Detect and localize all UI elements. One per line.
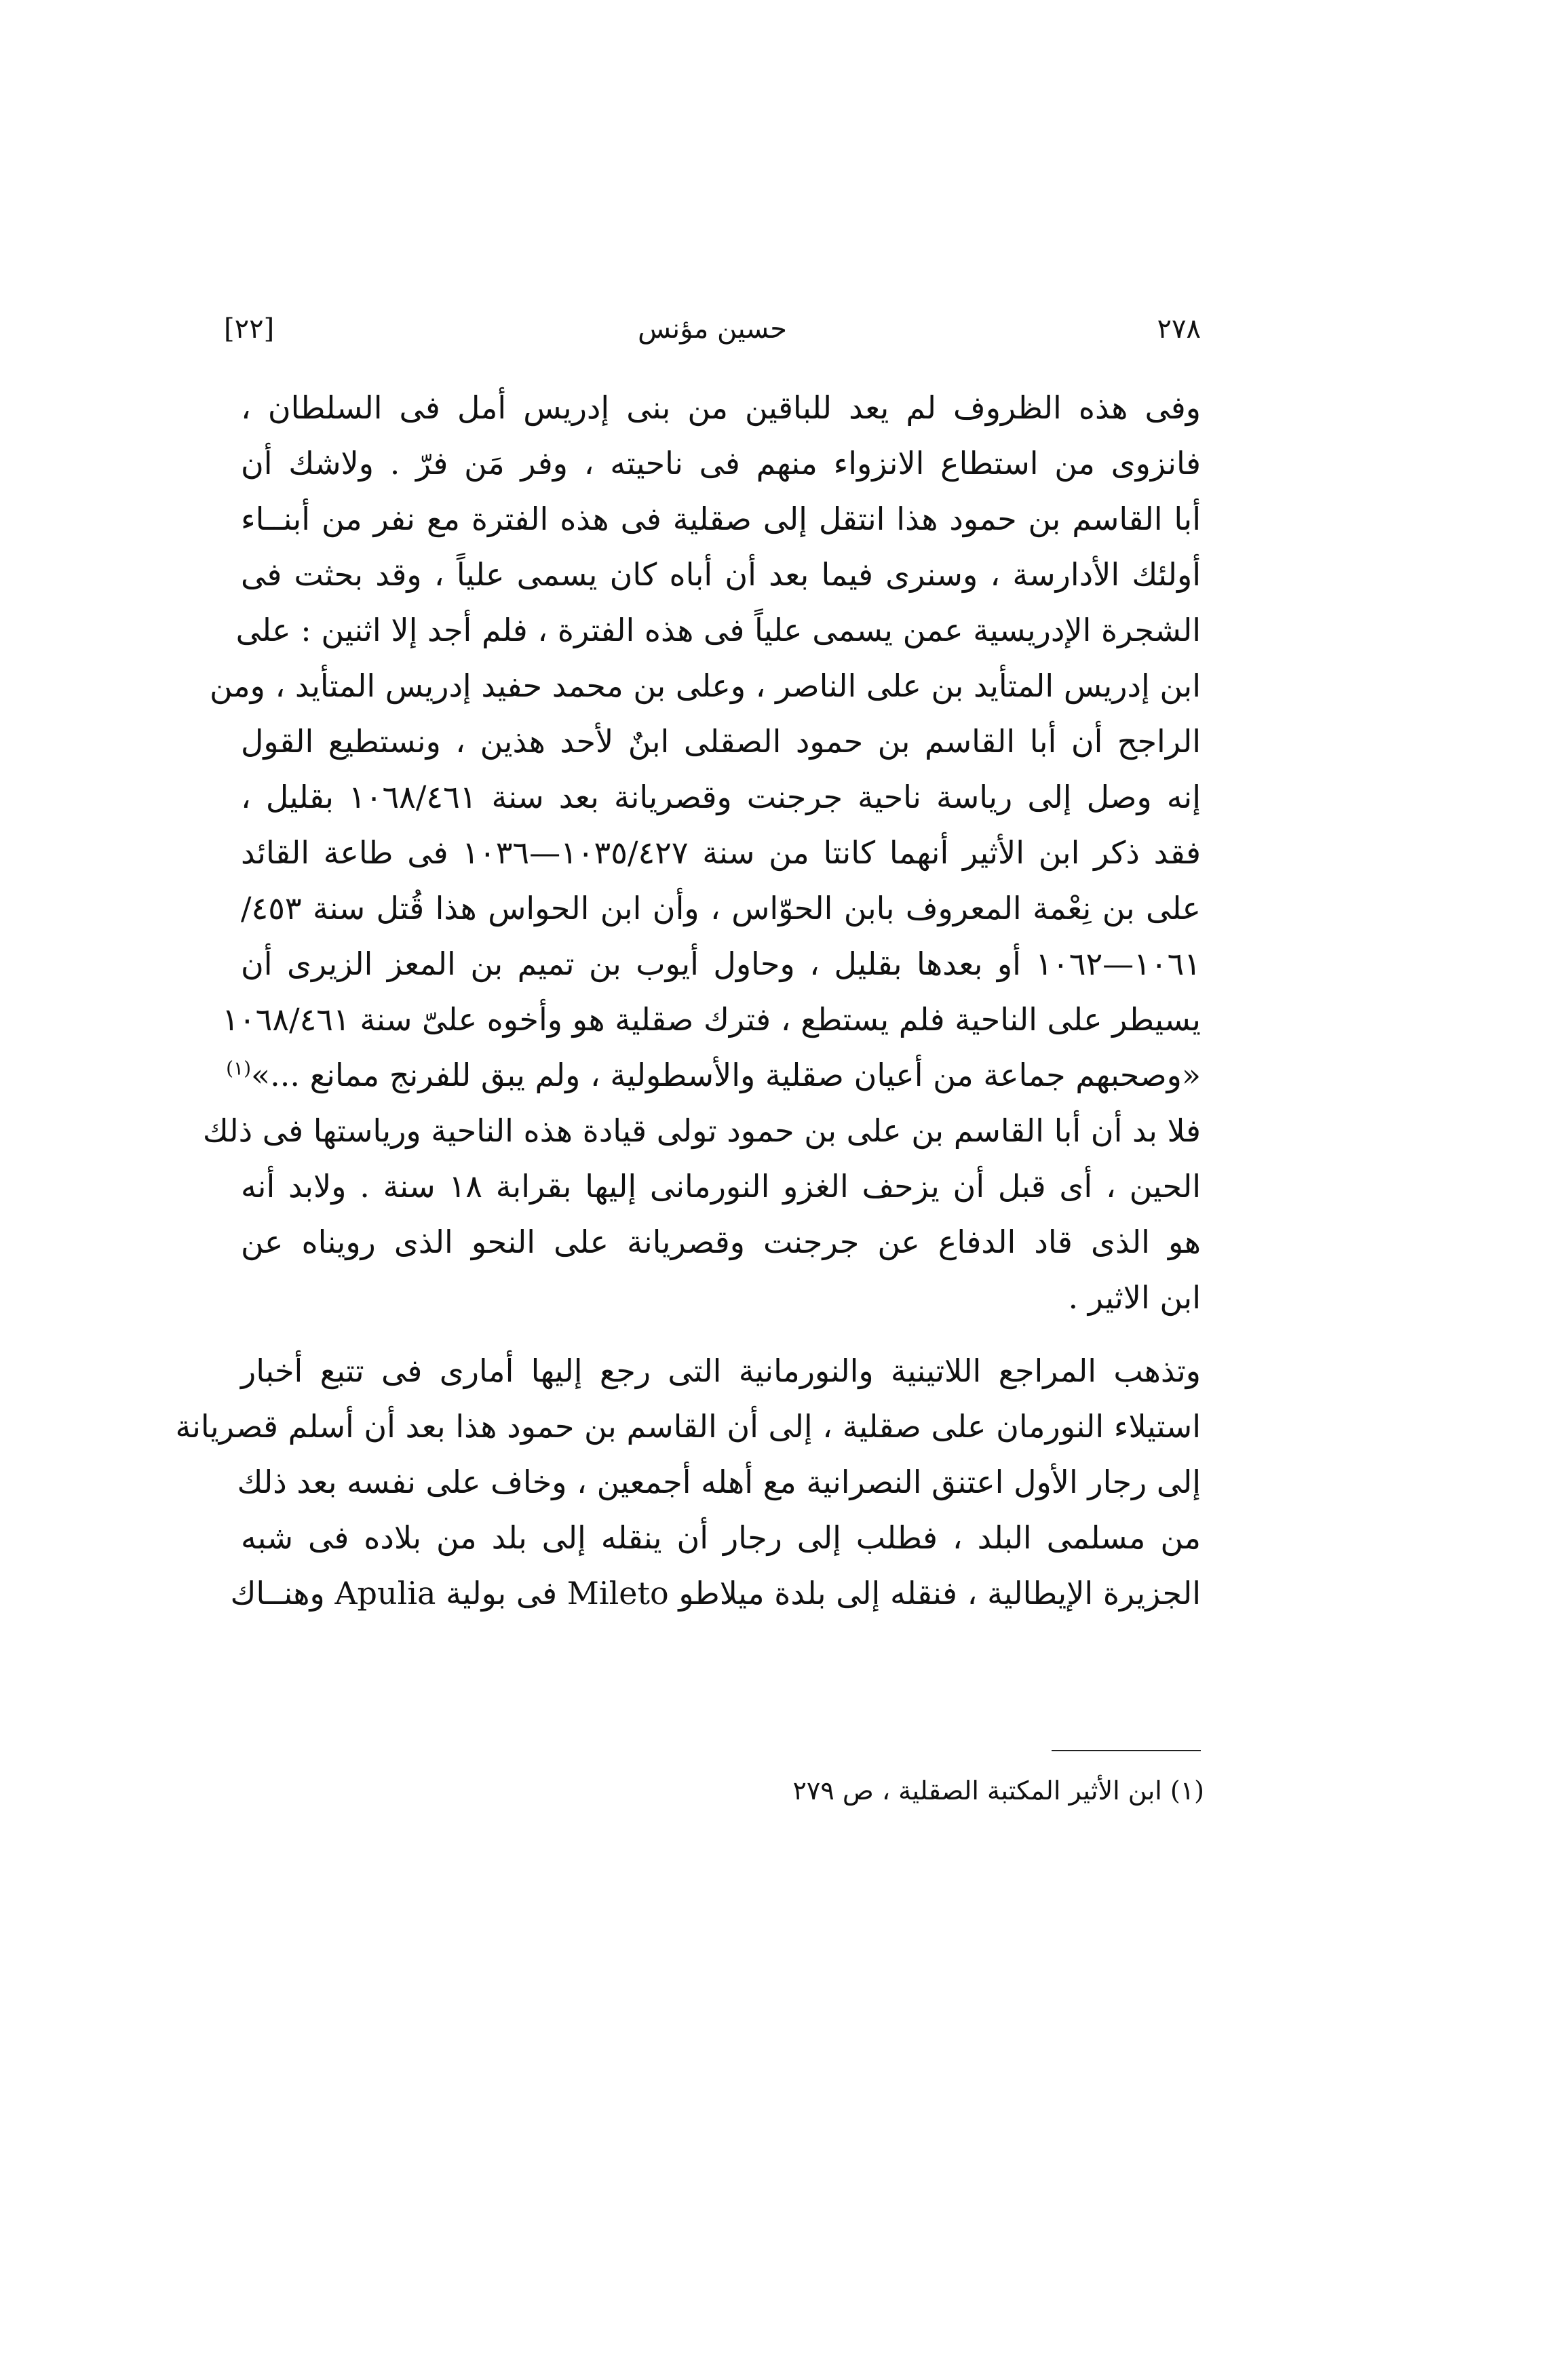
text-line: أولئك الأدارسة ، وسنرى فيما بعد أن أباه كان يسمى علياً ، وقد بحثت فى — [241, 556, 1201, 593]
body-text — [175, 380, 1202, 1621]
footnote-divider — [1052, 1750, 1201, 1751]
text-line: وتذهب المراجع اللاتينية والنورمانية التى رجع إليها أمارى فى تتبع أخبار — [241, 1352, 1201, 1389]
section-mark: [٢٢] — [224, 313, 275, 345]
text-line: وفى هذه الظروف لم يعد للباقين من بنى إدريس أمل فى السلطان ، — [241, 389, 1201, 426]
text-line: فقد ذكر ابن الأثير أنهما كانتا من سنة ١٠٣٥/٤٢٧—١٠٣٦ فى طاعة القائد — [241, 834, 1202, 871]
footnote-marker[interactable]: (١) — [226, 1057, 252, 1080]
text-line: هو الذى قاد الدفاع عن جرجنت وقصريانة على النحو الذى رويناه عن — [241, 1224, 1201, 1260]
text-line: إنه وصل إلى رياسة ناحية جرجنت وقصريانة بعد سنة ١٠٦٨/٤٦١ بقليل ، — [241, 779, 1201, 815]
text-line: ١٠٦١—١٠٦٢ أو بعدها بقليل ، وحاول أيوب بن تميم بن المعز الزيرى أن — [241, 945, 1201, 982]
text-line: الحين ، أى قبل أن يزحف الغزو النورمانى إليها بقرابة ١٨ سنة . ولابد أنه — [241, 1168, 1201, 1205]
text-line: الشجرة الإدريسية عمن يسمى علياً فى هذه الفترة ، فلم أجد إلا اثنين : على — [235, 612, 1201, 648]
text-line: ابن إدريس المتأيد بن على الناصر ، وعلى بن محمد حفيد إدريس المتأيد ، ومن — [209, 667, 1201, 704]
text-line: فانزوى من استطاع الانزواء منهم فى ناحيته ، وفر مَن فرّ . ولاشك أن — [241, 445, 1201, 482]
text-line: يسيطر على الناحية فلم يستطع ، فترك صقلية هو وأخوه علىّ سنة ١٠٦٨/٤٦١ — [222, 1001, 1201, 1038]
text-line: أبا القاسم بن حمود هذا انتقل إلى صقلية فى هذه الفترة مع نفر من أبنــاء — [241, 501, 1201, 537]
text-line: فلا بد أن أبا القاسم بن على بن حمود تولى قيادة هذه الناحية ورياستها فى ذلك — [202, 1112, 1201, 1149]
page-number: ٢٧٨ — [1157, 313, 1201, 345]
quote-text: «وصحبهم جماعة من أعيان صقلية والأسطولية ، ولم يبق للفرنج ممانع ...» — [251, 1057, 1201, 1093]
text-line: الراجح أن أبا القاسم بن حمود الصقلى ابنٌ لأحد هذين ، ونستطيع القول — [241, 723, 1201, 760]
footnote: (١) ابن الأثير المكتبة الصقلية ، ص ٢٧٩ — [792, 1776, 1204, 1806]
paragraph-1 — [202, 380, 1202, 1325]
paragraph-2 — [175, 1343, 1201, 1621]
text-line: الجزيرة الإيطالية ، فنقله إلى بلدة ميلاطو Mileto فى بولية Apulia وهنــاك — [230, 1575, 1201, 1612]
text-line: إلى رجار الأول اعتنق النصرانية مع أهله أجمعين ، وخاف على نفسه بعد ذلك — [237, 1464, 1201, 1500]
text-line: على بن نِعْمة المعروف بابن الحوّاس ، وأن ابن الحواس هذا قُتل سنة ٤٥٣/ — [241, 890, 1201, 926]
text-line: استيلاء النورمان على صقلية ، إلى أن القاسم بن حمود هذا بعد أن أسلم قصريانة — [175, 1408, 1201, 1445]
text-line: ابن الاثير . — [1068, 1279, 1201, 1316]
running-title: حسين مؤنس — [638, 313, 787, 345]
text-line: من مسلمى البلد ، فطلب إلى رجار أن ينقله إلى بلد من بلاده فى شبه — [241, 1519, 1201, 1556]
page-header — [224, 305, 1201, 353]
paragraph-gap — [241, 1325, 1201, 1343]
quote-line — [226, 1047, 1201, 1103]
